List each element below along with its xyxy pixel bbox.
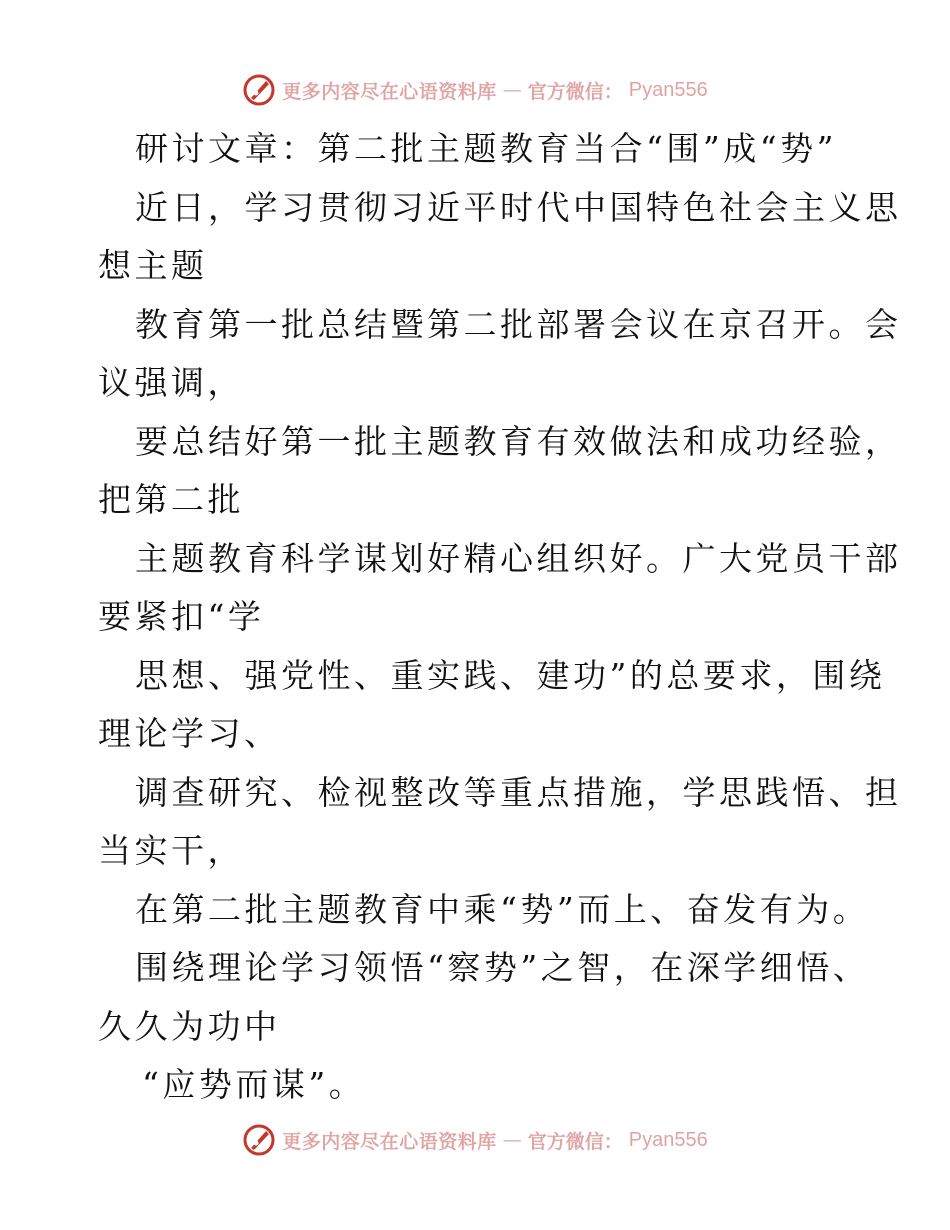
watermark-wechat-id: Pyan556	[628, 78, 708, 101]
text-line: 围绕理论学习领悟“察势”之智，在深学细悟、	[135, 948, 870, 987]
watermark-group	[242, 1123, 708, 1157]
text-line: 理论学习、	[98, 714, 281, 753]
text-line: 主题教育科学谋划好精心组织好。广大党员干部	[135, 538, 902, 578]
watermark-wechat-label: 官方微信：	[527, 1130, 623, 1153]
text-line: 议强调，	[98, 363, 244, 402]
header-watermark	[0, 70, 950, 110]
pen-ring-logo-icon	[242, 73, 276, 107]
text-line: “应势而谋”。	[142, 1065, 366, 1104]
watermark-dash: —	[502, 1129, 522, 1151]
document-title: 研讨文章：第二批主题教育当合“围”成“势”	[135, 129, 837, 168]
pen-ring-logo-icon	[242, 1123, 276, 1157]
text-line: 当实干，	[98, 831, 244, 870]
text-line: 把第二批	[98, 480, 244, 519]
watermark-wechat-id: Pyan556	[628, 1128, 708, 1151]
text-line: 在第二批主题教育中乘“势”而上、奋发有为。	[135, 889, 870, 929]
watermark-dash: —	[502, 79, 522, 101]
text-line: 要紧扣“学	[98, 597, 265, 636]
text-line: 近日，学习贯彻习近平时代中国特色社会主义思	[135, 187, 902, 227]
text-line: 思想、强党性、重实践、建功”的总要求，围绕	[135, 655, 886, 695]
text-line: 调查研究、检视整改等重点措施，学思践悟、担	[135, 772, 902, 812]
text-line: 教育第一批总结暨第二批部署会议在京召开。会	[135, 304, 902, 344]
text-line: 想主题	[98, 246, 208, 285]
watermark-brand-text: 更多内容尽在心语资料库	[282, 80, 497, 103]
watermark-brand-text: 更多内容尽在心语资料库	[282, 1130, 497, 1153]
document-body	[98, 120, 902, 1115]
watermark-group	[242, 73, 708, 107]
footer-watermark	[0, 1120, 950, 1160]
watermark-wechat-label: 官方微信：	[527, 80, 623, 103]
text-line: 要总结好第一批主题教育有效做法和成功经验，	[135, 421, 902, 461]
text-line: 久久为功中	[98, 1006, 281, 1046]
